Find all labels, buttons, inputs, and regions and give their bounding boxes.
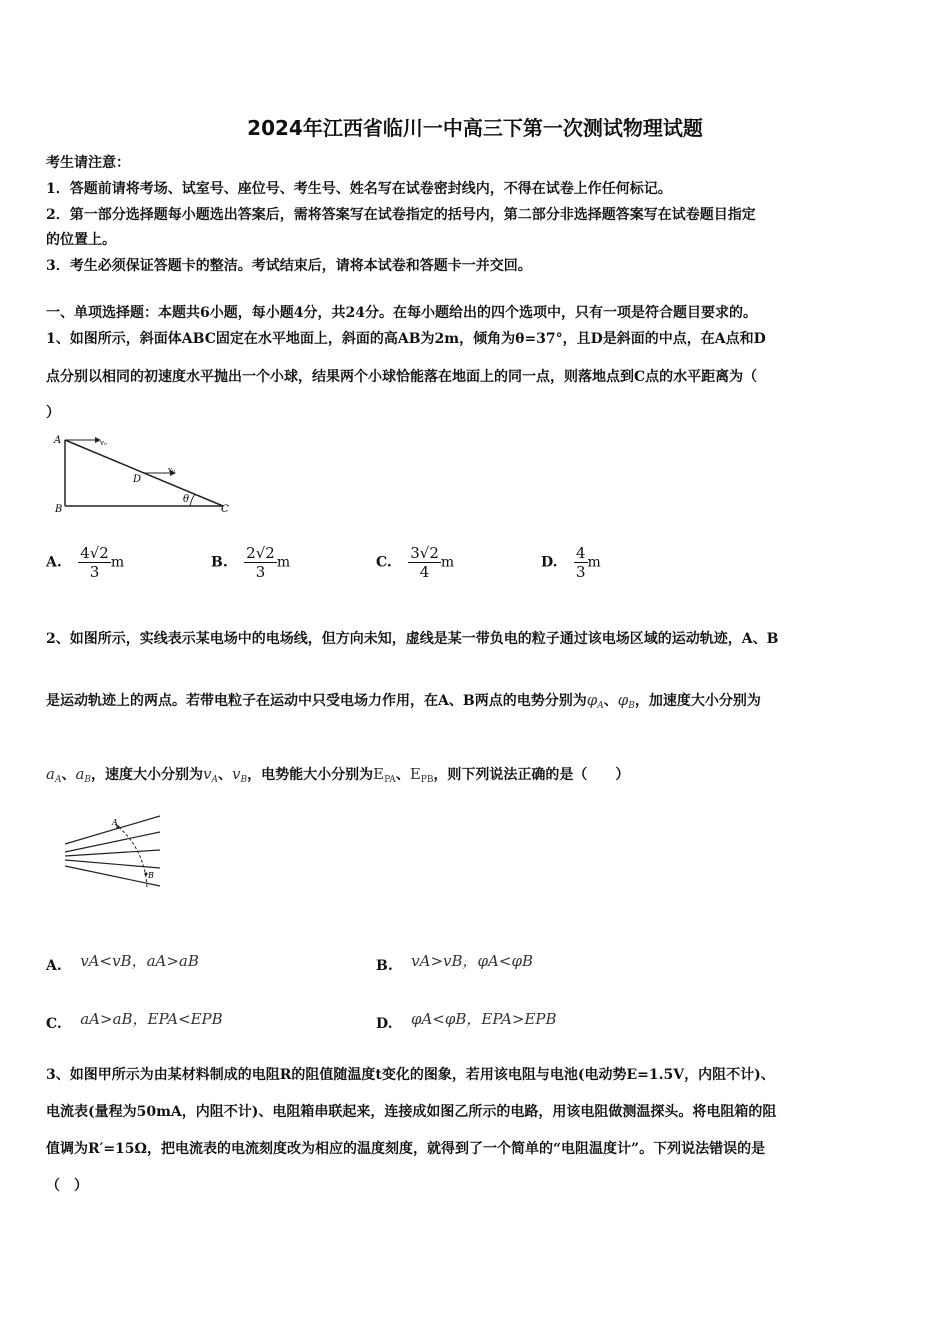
notice-item-2-cont: 的位置上。 xyxy=(46,232,116,248)
q1-option-d[interactable] xyxy=(541,544,601,581)
q1-incline-figure xyxy=(50,430,240,520)
option-label: D. xyxy=(541,554,558,571)
q2-option-d[interactable] xyxy=(376,1008,557,1032)
option-unit: m xyxy=(276,554,291,571)
q2-option-a[interactable] xyxy=(46,950,199,974)
label-theta: θ xyxy=(183,494,190,505)
q2-line-1: 2、如图所示，实线表示某电场中的电场线，但方向未知，虚线是某一带负电的粒子通过该电场区域的运动轨迹，A、B xyxy=(46,631,779,647)
option-fraction: $\frac{2√2}{3}$ xyxy=(246,544,275,581)
q2-option-c[interactable] xyxy=(46,1008,223,1032)
option-text: φA<φB，EPA>EPB xyxy=(410,1010,557,1028)
label-b: B xyxy=(55,504,63,515)
section-heading: 一、单项选择题：本题共6小题，每小题4分，共24分。在每小题给出的四个选项中，只有一项是符合题目要求的。 xyxy=(46,305,757,321)
q3-line-1: 3、如图甲所示为由某材料制成的电阻R的阻值随温度t变化的图象，若用该电阻与电池(电动势E=1.5V，内阻不计)、 xyxy=(46,1067,775,1083)
option-label: A. xyxy=(46,958,62,974)
option-label: C. xyxy=(376,554,392,571)
option-label: B. xyxy=(211,554,228,571)
label-v0-a: v₀ xyxy=(100,439,107,447)
q1-option-c[interactable] xyxy=(376,544,454,581)
option-fraction: $\frac{3√2}{4}$ xyxy=(410,544,439,581)
field-line-4 xyxy=(65,860,160,868)
option-fraction: $\frac{4}{3}$ xyxy=(575,544,586,581)
q2-line-3: $a_A$、$a_B$，速度大小分别为$v_A$、$v_B$，电势能大小分别为$E_{PA}$、$E_{PB}$，则下列说法正确的是（ ） xyxy=(46,765,630,785)
q1-option-a[interactable] xyxy=(46,544,124,581)
option-label: C. xyxy=(46,1016,62,1032)
option-fraction: $\frac{4√2}{3}$ xyxy=(80,544,109,581)
q1-option-b[interactable] xyxy=(211,544,290,581)
option-text: aA>aB，EPA<EPB xyxy=(80,1010,223,1028)
label-v0-d: v₀ xyxy=(168,466,175,474)
field-line-3 xyxy=(65,850,160,856)
label-c: C xyxy=(221,504,229,515)
option-text: vA<vB，aA>aB xyxy=(80,952,199,970)
notice-item-3: 3．考生必须保证答题卡的整洁。考试结束后，请将本试卷和答题卡一并交回。 xyxy=(46,258,532,274)
q3-line-2: 电流表(量程为50mA，内阻不计)、电阻箱串联起来，连接成如图乙所示的电路，用该电阻做测温探头。将电阻箱的阻 xyxy=(46,1104,777,1120)
option-unit: m xyxy=(587,554,601,571)
page-title: 2024年江西省临川一中高三下第一次测试物理试题 xyxy=(247,116,703,140)
q3-line-3: 值调为R′=15Ω，把电流表的电流刻度改为相应的温度刻度，就得到了一个简单的“电阻温度计”。下列说法错误的是 xyxy=(46,1141,766,1157)
label-d: D xyxy=(133,474,142,485)
particle-trajectory xyxy=(115,824,147,888)
label-b: B xyxy=(148,871,154,880)
q1-line-3: ） xyxy=(46,405,60,421)
option-label: B. xyxy=(376,958,393,974)
option-label: D. xyxy=(376,1016,393,1032)
q2-field-lines-figure xyxy=(60,810,170,892)
q2-line-2: 是运动轨迹上的两点。若带电粒子在运动中只受电场力作用，在A、B两点的电势分别为$\varphi_A$、$\varphi_B$，加速度大小分别为 xyxy=(46,691,761,711)
field-line-2 xyxy=(65,832,160,852)
option-label: A. xyxy=(46,554,62,571)
notice-item-2: 2．第一部分选择题每小题选出答案后，需将答案写在试卷指定的括号内，第二部分非选择题答案写在试卷题目指定 xyxy=(46,207,756,223)
q3-line-4: （ ） xyxy=(46,1178,88,1194)
label-a: A xyxy=(54,435,62,446)
option-unit: m xyxy=(440,554,455,571)
label-a: A xyxy=(112,818,118,827)
q1-line-1: 1、如图所示，斜面体ABC固定在水平地面上，斜面的高AB为2m，倾角为θ=37°，且D是斜面的中点，在A点和D xyxy=(46,331,766,347)
notice-item-1: 1．答题前请将考场、试室号、座位号、考生号、姓名写在试卷密封线内，不得在试卷上作任何标记。 xyxy=(46,181,672,197)
notice-heading: 考生请注意： xyxy=(46,155,130,171)
option-unit: m xyxy=(110,554,125,571)
q2-option-b[interactable] xyxy=(376,950,533,974)
q1-line-2: 点分别以相同的初速度水平抛出一个小球，结果两个小球恰能落在地面上的同一点，则落地点到C点的水平距离为（ xyxy=(46,369,758,385)
angle-arc xyxy=(190,494,195,506)
option-text: vA>vB，φA<φB xyxy=(411,952,533,970)
